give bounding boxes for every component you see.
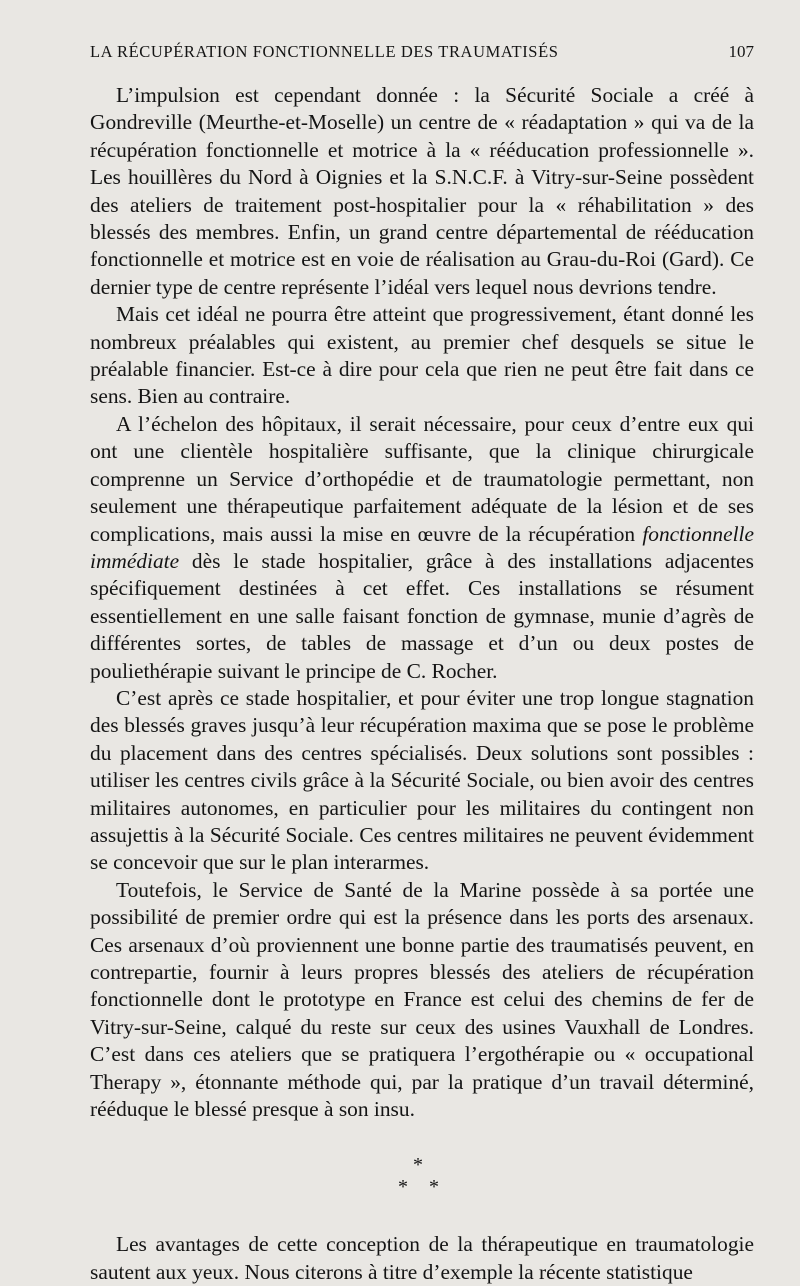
section-separator: [90, 1143, 754, 1231]
paragraph-marine: Toutefois, le Service de Santé de la Marine possède à sa portée une possibilité de premier ordre qui est la présence dans les ports des arsenaux. Ces arsenaux d’où proviennent une bonne partie des traumatisés peuvent, en contrepartie, fournir à leurs propres blessés des ateliers de récupération fonctionnelle dont le prototype en France est celui des chemins de fer de Vitry-sur-Seine, calqué du reste sur ceux des usines Vauxhall de Londres. C’est dans ces ateliers que se pratiquera l’ergothérapie ou « occupational Therapy », étonnante méthode qui, par la pratique d’un travail déterminé, rééduque le blessé presque à son insu.: [90, 877, 754, 1122]
separator-star: *: [413, 1154, 423, 1177]
separator-star: *: [398, 1176, 408, 1199]
paragraph-gondreville: L’impulsion est cependant donnée : la Sécurité Sociale a créé à Gondreville (Meurthe-et-Moselle) un centre de « réadaptation » qui va de la récupération fonctionnelle et motrice à la « rééducation professionnelle ». Les houillères du Nord à Oignies et la S.N.C.F. à Vitry-sur-Seine possèdent des ateliers de traitement post-hospitalier pour la « réhabilitation » des blessés des membres. Enfin, un grand centre départemental de rééducation fonctionnelle et motrice est en voie de réalisation au Grau-du-Roi (Gard). Ce dernier type de centre représente l’idéal vers lequel nous devrions tendre.: [90, 83, 754, 299]
paragraph-hopitaux: A l’échelon des hôpitaux, il serait nécessaire, pour ceux d’entre eux qui ont une clientèle hospitalière suffisante, que la clinique chirurgicale comprenne un Service d’orthopédie et de traumatologie permettant, non seulement une thérapeutique parfaitement adéquate de la lésion et de ses complications, mais aussi la mise en œuvre de la récupération fonctionnelle immédiate dès le stade hospitalier, grâce à des installations adjacentes spécifiquement destinées à cet effet. Ces installations se résument essentiellement en une salle faisant fonction de gymnase, munie d’agrès de différentes sortes, de tables de massage et d’un ou deux postes de pouliethérapie suivant le principe de C. Rocher.: [90, 411, 754, 683]
paragraph-avantages: Les avantages de cette conception de la thérapeutique en traumatologie sautent aux yeux. Nous citerons à titre d’exemple la récente statistique: [90, 1232, 754, 1284]
paragraph-ideal: Mais cet idéal ne pourra être atteint que progressivement, étant donné les nombreux préalables qui existent, au premier chef desquels se situe le préalable financier. Est-ce à dire pour cela que rien ne peut être fait dans ce sens. Bien au contraire.: [90, 302, 754, 409]
running-header: [90, 42, 754, 72]
running-title: LA RÉCUPÉRATION FONCTIONNELLE DES TRAUMATISÉS: [90, 42, 559, 61]
page-number: 107: [728, 42, 754, 61]
closing-text: [90, 1231, 754, 1286]
separator-star: *: [429, 1176, 439, 1199]
body-text: [90, 82, 754, 1123]
paragraph-stade-hospitalier: C’est après ce stade hospitalier, et pour éviter une trop longue stagnation des blessés graves jusqu’à leur récupération maxima que se pose le problème du placement dans des centres spécialisés. Deux solutions sont possibles : utiliser les centres civils grâce à la Sécurité Sociale, ou bien avoir des centres militaires autonomes, en particulier pour les militaires du contingent non assujettis à la Sécurité Sociale. Ces centres militaires ne peuvent évidemment se concevoir que sur le plan interarmes.: [90, 685, 754, 875]
emphasis-text: fonctionnelle immédiate: [90, 521, 754, 573]
